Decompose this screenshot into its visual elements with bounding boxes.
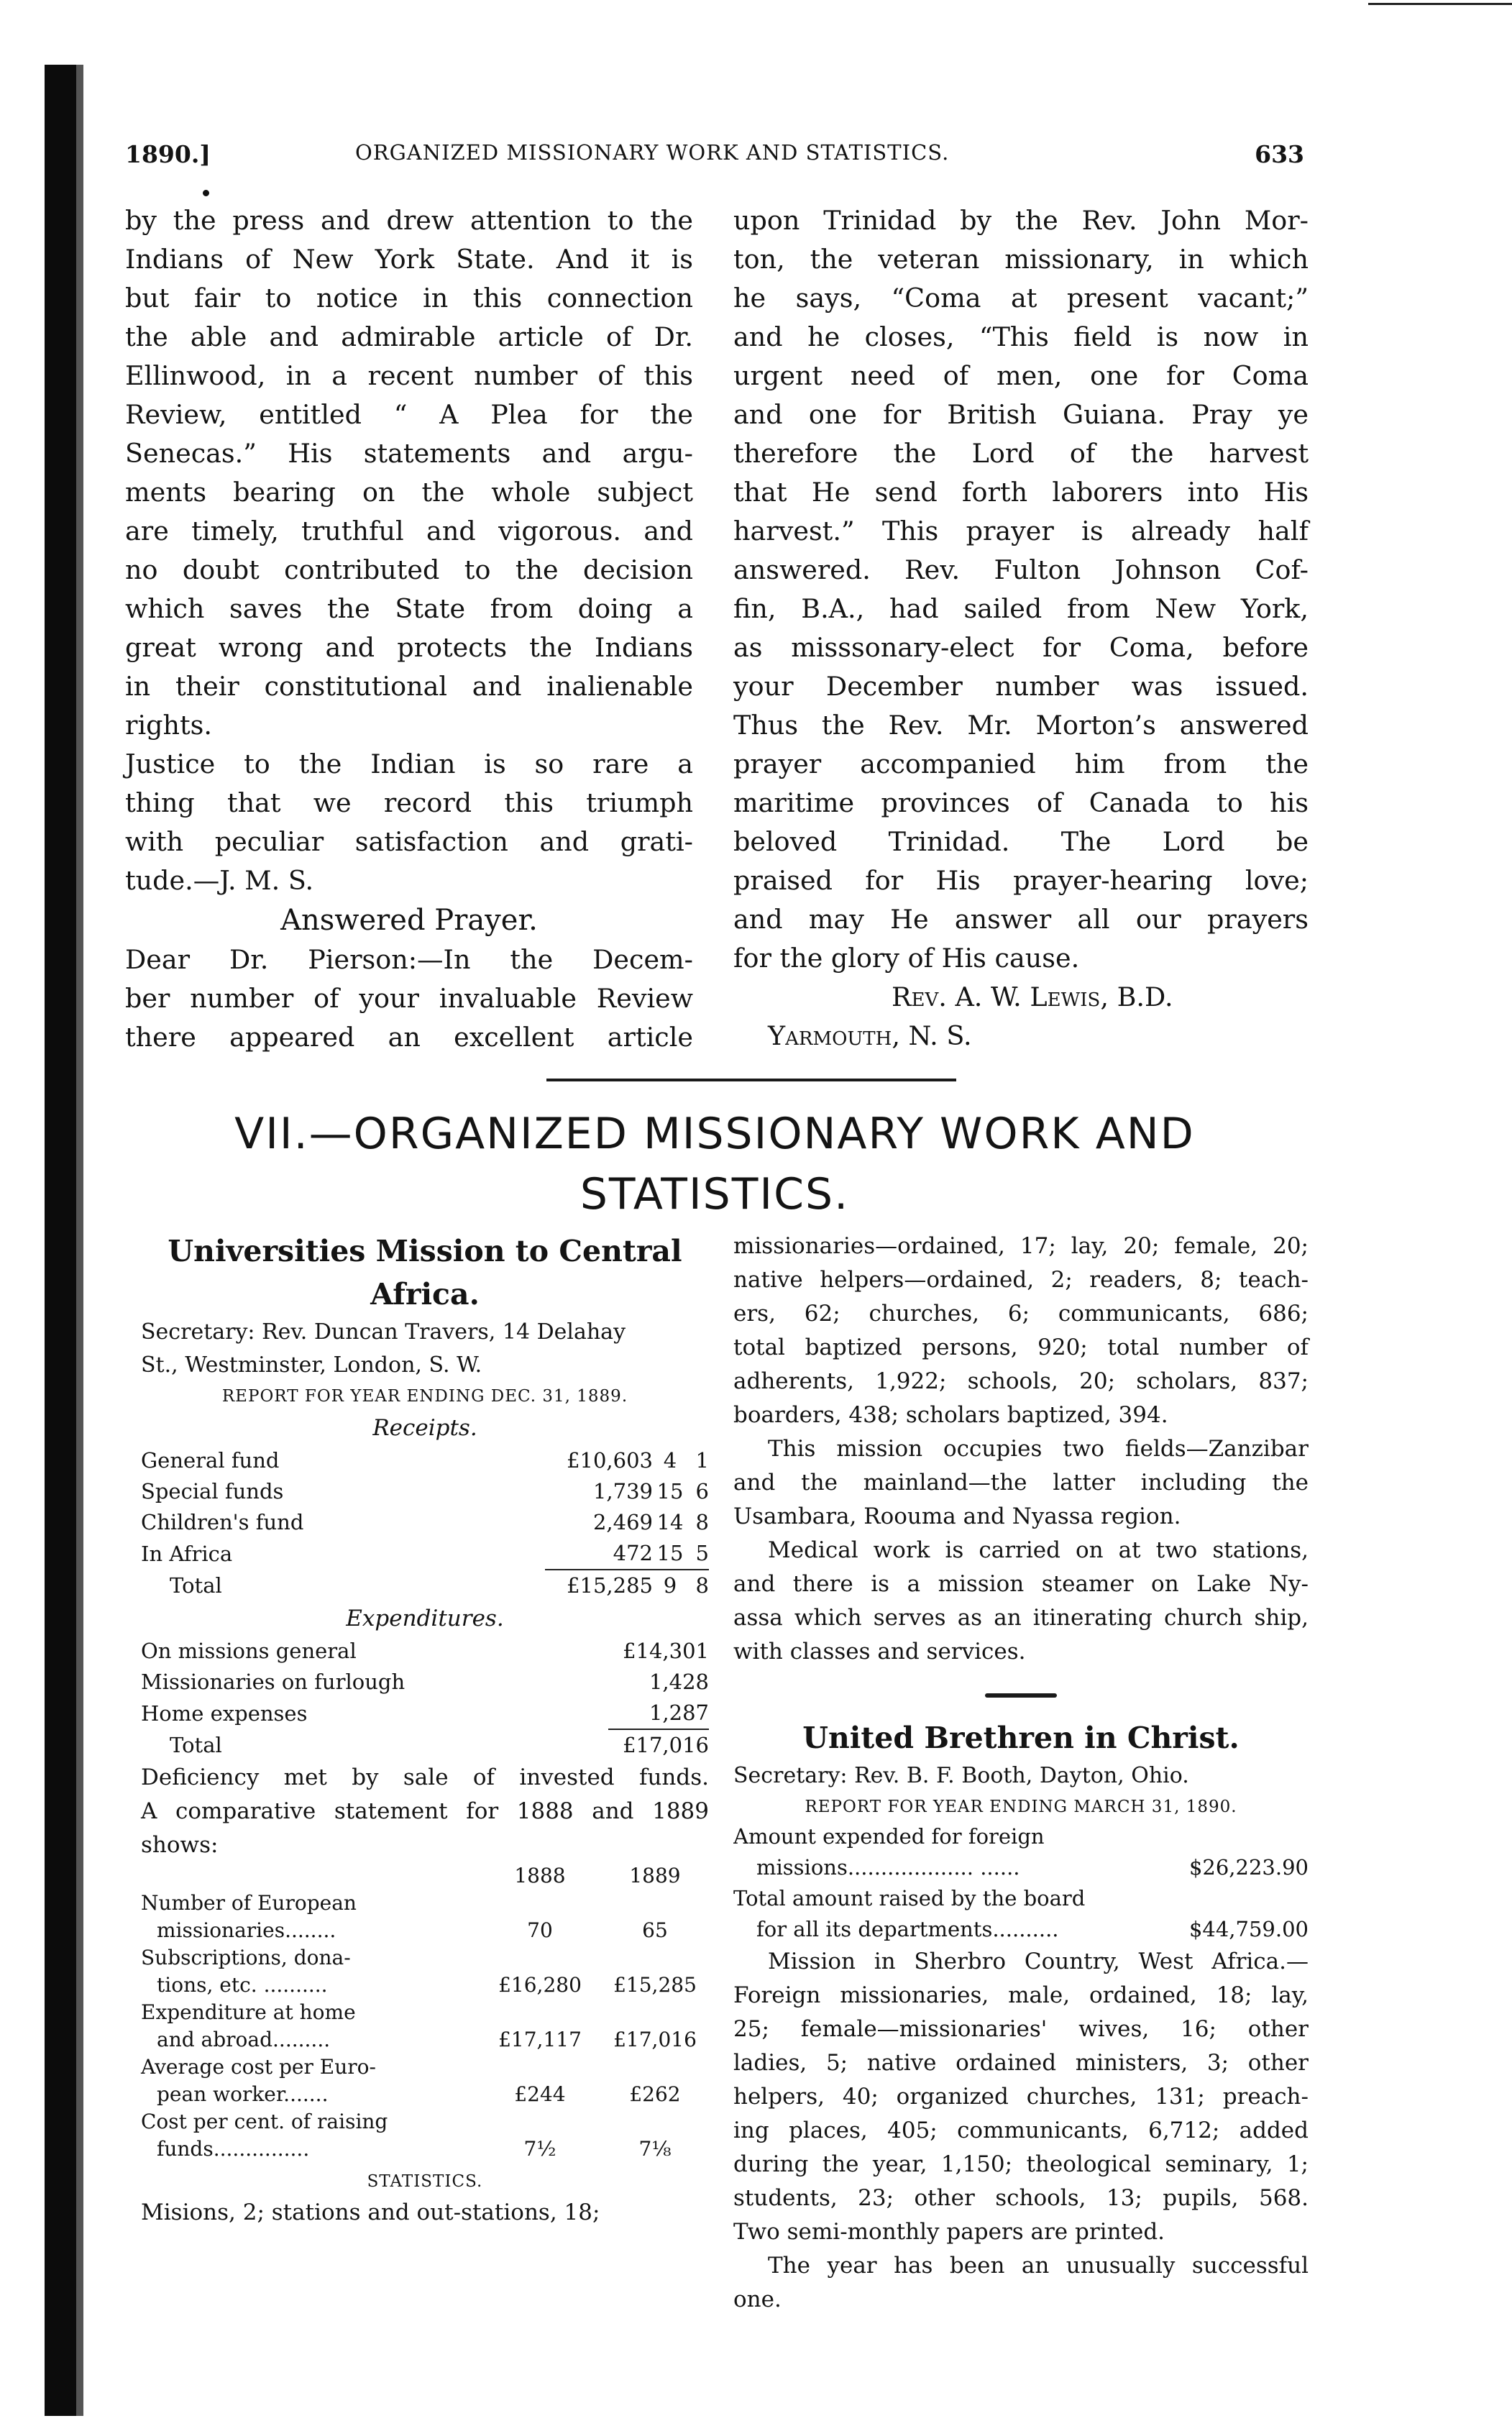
text-line: boarders, 438; scholars baptized, 394. bbox=[733, 1402, 1168, 1428]
right-column-top bbox=[733, 201, 1309, 1056]
text-line: and the mainland—the latter including the bbox=[733, 1470, 1309, 1496]
text-line: maritime provinces of Canada to his bbox=[733, 787, 1309, 818]
text-line: Foreign missionaries, male, ordained, 18; lay, bbox=[733, 1982, 1309, 2008]
text-line: and he closes, “This field is now in bbox=[733, 321, 1309, 352]
umca-fields-paragraph bbox=[733, 1432, 1309, 1534]
text-line: Indians of New York State. And it is bbox=[125, 244, 693, 275]
receipt-pounds: £10,603 bbox=[567, 1448, 653, 1473]
ubc-report-line: REPORT FOR YEAR ENDING MARCH 31, 1890. bbox=[805, 1798, 1237, 1816]
section-title-line-1: VII.—ORGANIZED MISSIONARY WORK AND bbox=[234, 1109, 1195, 1159]
receipt-total-pence: 8 bbox=[687, 1570, 709, 1601]
table-row bbox=[141, 1667, 709, 1698]
table-row bbox=[141, 1944, 709, 1999]
text-line: harvest.” This prayer is already half bbox=[733, 516, 1309, 546]
text-line: tude.—J. M. S. bbox=[125, 865, 314, 896]
expenditure-amount: £14,301 bbox=[623, 1639, 709, 1663]
receipt-label: Children's fund bbox=[141, 1510, 304, 1534]
expenditure-total-amount: £17,016 bbox=[608, 1729, 709, 1761]
text-line: thing that we record this triumph bbox=[125, 787, 693, 818]
table-row bbox=[141, 1999, 709, 2054]
text-line: ing places, 405; communicants, 6,712; added bbox=[733, 2118, 1309, 2143]
text-line: urgent need of men, one for Coma bbox=[733, 360, 1309, 391]
text-line: ber number of your invaluable Review bbox=[125, 983, 693, 1014]
text-line: Senecas.” His statements and argu- bbox=[125, 438, 693, 469]
table-row-total bbox=[141, 1729, 709, 1761]
text-line: Thus the Rev. Mr. Morton’s answered bbox=[733, 710, 1309, 741]
expenditure-label: Missionaries on furlough bbox=[141, 1670, 406, 1694]
book-spine-shadow bbox=[45, 65, 76, 2416]
receipt-total-shillings: 9 bbox=[653, 1570, 687, 1601]
table-row bbox=[141, 1698, 709, 1729]
text-line: with peculiar satisfaction and grati- bbox=[125, 826, 693, 857]
text-line: ers, 62; churches, 6; communicants, 686; bbox=[733, 1301, 1309, 1327]
umca-secretary-line: St., Westminster, London, S. W. bbox=[141, 1352, 482, 1378]
text-line: Review, entitled “ A Plea for the bbox=[125, 399, 693, 430]
receipt-label: General fund bbox=[141, 1448, 280, 1473]
text-line: your December number was issued. bbox=[733, 671, 1309, 702]
value-1888: £17,117 bbox=[498, 2028, 582, 2051]
letter-location: Yarmouth, N. S. bbox=[768, 1020, 972, 1051]
running-header bbox=[125, 140, 1304, 176]
text-line: assa which serves as an itinerating church ship, bbox=[733, 1605, 1309, 1631]
section-title bbox=[125, 1104, 1304, 1225]
text-line: no doubt contributed to the decision bbox=[125, 554, 693, 585]
text-line: Medical work is carried on at two stations, bbox=[768, 1537, 1309, 1563]
paragraph-letter-continued bbox=[733, 201, 1309, 978]
text-line: Usambara, Roouma and Nyassa region. bbox=[733, 1503, 1181, 1529]
expenditures-heading: Expenditures. bbox=[346, 1606, 504, 1631]
umca-report-line: REPORT FOR YEAR ENDING DEC. 31, 1889. bbox=[221, 1387, 628, 1406]
receipt-total-pounds: £15,285 bbox=[545, 1570, 653, 1601]
text-line: by the press and drew attention to the bbox=[125, 205, 693, 236]
text-line: Dear Dr. Pierson:—In the Decem- bbox=[125, 944, 693, 975]
comparison-label: Expenditure at home and abroad......... bbox=[141, 2000, 356, 2051]
table-row bbox=[141, 1636, 709, 1667]
text-line: praised for His prayer-hearing love; bbox=[733, 865, 1309, 896]
text-line: rights. bbox=[125, 710, 212, 741]
ubc-title: United Brethren in Christ. bbox=[802, 1721, 1240, 1755]
umca-secretary-line: Secretary: Rev. Duncan Travers, 14 Delahay bbox=[141, 1319, 626, 1345]
book-spine-gradient bbox=[76, 65, 83, 2416]
receipt-shillings: 14 bbox=[656, 1510, 684, 1534]
umca-title: Universities Mission to Central Africa. bbox=[168, 1234, 682, 1312]
text-line: Deficiency met by sale of invested funds. bbox=[141, 1764, 709, 1790]
value-1888: 70 bbox=[527, 1918, 553, 1942]
value-1888: £244 bbox=[514, 2082, 566, 2106]
value-1889: 65 bbox=[642, 1918, 668, 1942]
expenditure-total-label: Total bbox=[170, 1732, 222, 1757]
expenditure-amount: 1,287 bbox=[649, 1701, 709, 1725]
table-row-total bbox=[141, 1570, 709, 1601]
comparison-label: Cost per cent. of raising funds............... bbox=[141, 2110, 388, 2161]
value-1889: £17,016 bbox=[613, 2028, 697, 2051]
table-row bbox=[141, 2054, 709, 2108]
text-line: prayer accompanied him from the bbox=[733, 749, 1309, 779]
text-line: Mission in Sherbro Country, West Africa.— bbox=[768, 1949, 1309, 1974]
receipt-pounds: 2,469 bbox=[592, 1510, 653, 1534]
text-line: 25; female—missionaries' wives, 16; other bbox=[733, 2016, 1309, 2042]
paragraph-press bbox=[125, 201, 693, 745]
text-line: and there is a mission steamer on Lake Ny- bbox=[733, 1571, 1309, 1597]
text-line: helpers, 40; organized churches, 131; preach- bbox=[733, 2084, 1309, 2110]
receipt-pounds: 472 bbox=[613, 1541, 653, 1565]
text-line: This mission occupies two fields—Zanzibar bbox=[768, 1436, 1309, 1462]
value-1889: 7⅛ bbox=[638, 2137, 672, 2161]
total-raised-label: Total amount raised by the board bbox=[733, 1886, 1086, 1910]
total-raised-value: $44,759.00 bbox=[1188, 1917, 1309, 1941]
ubc-finance-table bbox=[733, 1821, 1309, 1945]
ubc-secretary: Secretary: Rev. B. F. Booth, Dayton, Ohio. bbox=[733, 1763, 1189, 1788]
text-line: during the year, 1,150; theological seminary, 1; bbox=[733, 2151, 1309, 2177]
text-line: A comparative statement for 1888 and 1889 bbox=[141, 1798, 709, 1824]
receipts-heading: Receipts. bbox=[372, 1415, 477, 1441]
expenditures-table bbox=[141, 1636, 709, 1761]
text-line: missionaries—ordained, 17; lay, 20; female, 20; bbox=[733, 1233, 1309, 1259]
comparison-header-row bbox=[141, 1862, 709, 1890]
table-row bbox=[141, 1476, 709, 1507]
text-line: are timely, truthful and vigorous. and bbox=[125, 516, 693, 546]
text-line: beloved Trinidad. The Lord be bbox=[733, 826, 1309, 857]
header-running-title: ORGANIZED MISSIONARY WORK AND STATISTICS. bbox=[355, 140, 950, 165]
text-line: as misssonary-elect for Coma, before bbox=[733, 632, 1309, 663]
receipt-total-label: Total bbox=[170, 1573, 222, 1598]
receipt-shillings: 4 bbox=[663, 1448, 677, 1473]
text-line: in their constitutional and inalienable bbox=[125, 671, 693, 702]
umca-medical-paragraph bbox=[733, 1534, 1309, 1669]
header-year: 1890.] bbox=[125, 140, 211, 168]
text-line: and may He answer all our prayers bbox=[733, 904, 1309, 935]
text-line: one. bbox=[733, 2287, 782, 2312]
text-line: adherents, 1,922; schools, 20; scholars, 837; bbox=[733, 1368, 1309, 1394]
receipt-pounds: 1,739 bbox=[592, 1479, 653, 1503]
table-row bbox=[141, 1890, 709, 1944]
amount-expended-value: $26,223.90 bbox=[1188, 1855, 1309, 1880]
paragraph-letter-start bbox=[125, 940, 693, 1057]
receipt-pence: 1 bbox=[695, 1448, 709, 1473]
receipt-shillings: 15 bbox=[656, 1541, 684, 1565]
corner-scan-mark bbox=[1339, 0, 1512, 7]
text-line: Misions, 2; stations and out-stations, 18; bbox=[141, 2200, 600, 2225]
text-line: but fair to notice in this connection bbox=[125, 283, 693, 313]
text-line: ladies, 5; native ordained ministers, 3; other bbox=[733, 2050, 1309, 2076]
section-divider-rule bbox=[546, 1079, 956, 1081]
table-row bbox=[733, 1914, 1309, 1945]
text-line: therefore the Lord of the harvest bbox=[733, 438, 1309, 469]
table-row bbox=[141, 1445, 709, 1476]
text-line: great wrong and protects the Indians bbox=[125, 632, 693, 663]
text-line: Ellinwood, in a recent number of this bbox=[125, 360, 693, 391]
value-1889: £262 bbox=[629, 2082, 681, 2106]
table-row bbox=[141, 1507, 709, 1538]
right-column-bottom bbox=[733, 1230, 1309, 2317]
text-line: for the glory of His cause. bbox=[733, 943, 1080, 974]
answered-prayer-heading: Answered Prayer. bbox=[280, 904, 538, 937]
statistics-heading: STATISTICS. bbox=[367, 2172, 483, 2191]
year-header: 1889 bbox=[629, 1864, 681, 1887]
receipt-pence: 8 bbox=[695, 1510, 709, 1534]
section-ornament-rule bbox=[985, 1693, 1057, 1698]
ubc-closing-paragraph bbox=[733, 2249, 1309, 2317]
text-line: Two semi-monthly papers are printed. bbox=[733, 2219, 1165, 2245]
text-line: he says, “Coma at present vacant;” bbox=[733, 283, 1309, 313]
table-row bbox=[733, 1852, 1309, 1883]
receipt-pence: 6 bbox=[695, 1479, 709, 1503]
comparison-label: Number of European missionaries........ bbox=[141, 1891, 357, 1942]
comparison-label: Average cost per Euro- pean worker....... bbox=[141, 2055, 376, 2106]
text-line: ments bearing on the whole subject bbox=[125, 477, 693, 508]
text-line: upon Trinidad by the Rev. John Mor- bbox=[733, 205, 1309, 236]
table-row bbox=[141, 2108, 709, 2163]
text-line: The year has been an unusually successful bbox=[768, 2253, 1309, 2279]
value-1888: £16,280 bbox=[498, 1973, 582, 1997]
print-speck bbox=[203, 190, 209, 196]
text-line: there appeared an excellent article bbox=[125, 1022, 693, 1053]
header-page-number: 633 bbox=[1255, 140, 1304, 168]
expenditure-amount: 1,428 bbox=[649, 1670, 709, 1694]
left-column-bottom bbox=[141, 1230, 709, 2230]
receipt-label: Special funds bbox=[141, 1479, 284, 1503]
receipt-shillings: 15 bbox=[656, 1479, 684, 1503]
comparison-label: Subscriptions, dona- tions, etc. .......... bbox=[141, 1946, 351, 1997]
umca-statistics-paragraph bbox=[733, 1230, 1309, 1432]
text-line: which saves the State from doing a bbox=[125, 593, 693, 624]
comparison-table bbox=[141, 1862, 709, 2163]
text-line: ton, the veteran missionary, in which bbox=[733, 244, 1309, 275]
text-line: that He send forth laborers into His bbox=[733, 477, 1309, 508]
text-line: native helpers—ordained, 2; readers, 8; teach- bbox=[733, 1267, 1309, 1293]
text-line: shows: bbox=[141, 1832, 219, 1858]
text-line: and one for British Guiana. Pray ye bbox=[733, 399, 1309, 430]
section-title-line-2: STATISTICS. bbox=[579, 1169, 850, 1219]
amount-expended-label-cont: missions................... ...... bbox=[756, 1855, 1020, 1880]
paragraph-justice bbox=[125, 745, 693, 900]
value-1889: £15,285 bbox=[613, 1973, 697, 1997]
text-line: total baptized persons, 920; total number of bbox=[733, 1335, 1309, 1360]
letter-signature: Rev. A. W. Lewis, B.D. bbox=[892, 981, 1173, 1012]
scan-edge bbox=[0, 0, 12, 2426]
total-raised-label-cont: for all its departments.......... bbox=[756, 1917, 1059, 1941]
text-line: students, 23; other schools, 13; pupils, 568. bbox=[733, 2185, 1309, 2211]
text-line: fin, B.A., had sailed from New York, bbox=[733, 593, 1309, 624]
text-line: the able and admirable article of Dr. bbox=[125, 321, 693, 352]
ubc-mission-paragraph bbox=[733, 1945, 1309, 2249]
receipt-pence: 5 bbox=[695, 1541, 709, 1565]
amount-expended-label: Amount expended for foreign bbox=[733, 1824, 1045, 1849]
table-row bbox=[141, 1538, 709, 1570]
text-line: answered. Rev. Fulton Johnson Cof- bbox=[733, 554, 1309, 585]
text-line: Justice to the Indian is so rare a bbox=[125, 749, 693, 779]
text-line: with classes and services. bbox=[733, 1639, 1026, 1665]
receipt-label: In Africa bbox=[141, 1541, 233, 1566]
table-row bbox=[733, 1821, 1309, 1852]
left-column-top bbox=[125, 201, 693, 1057]
receipts-table bbox=[141, 1445, 709, 1601]
value-1888: 7½ bbox=[523, 2137, 556, 2161]
table-row bbox=[733, 1883, 1309, 1914]
expenditure-label: Home expenses bbox=[141, 1701, 308, 1726]
year-header: 1888 bbox=[514, 1864, 566, 1887]
expenditure-label: On missions general bbox=[141, 1639, 357, 1663]
